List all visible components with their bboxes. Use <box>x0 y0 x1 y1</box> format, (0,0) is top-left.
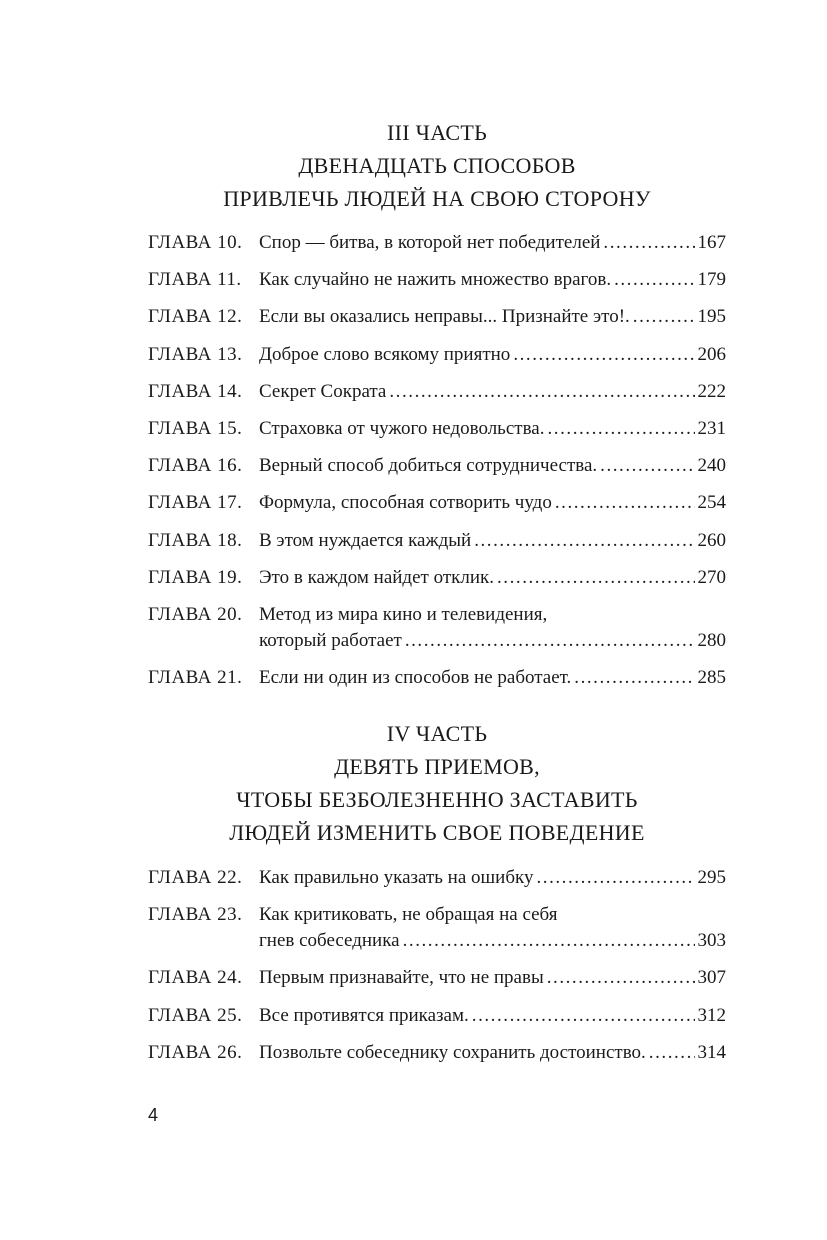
chapter-page-number: 280 <box>697 629 726 651</box>
chapter-page-number: 285 <box>697 667 726 689</box>
toc-entry-chapter-12[interactable] <box>148 304 726 330</box>
part-3-title-line-1: ДВЕНАДЦАТЬ СПОСОБОВ <box>298 153 576 178</box>
chapter-title: Позвольте собеседнику сохранить достоинство. <box>259 1041 646 1063</box>
chapter-number: ГЛАВА 11. <box>148 269 242 291</box>
chapter-number: ГЛАВА 19. <box>148 566 243 588</box>
toc-entry-chapter-24[interactable] <box>148 965 726 991</box>
chapter-page-number: 222 <box>697 380 726 402</box>
dot-leader <box>497 565 695 591</box>
dot-leader <box>600 453 694 479</box>
part-3-contents <box>148 230 726 702</box>
chapter-number: ГЛАВА 20. <box>148 603 243 625</box>
dot-leader <box>614 267 694 293</box>
chapter-title: Это в каждом найдет отклик. <box>259 566 494 588</box>
chapter-number: ГЛАВА 13. <box>148 343 243 365</box>
part-3-title-line-2: ПРИВЛЕЧЬ ЛЮДЕЙ НА СВОЮ СТОРОНУ <box>223 186 651 211</box>
part-4-title-line-2: ЧТОБЫ БЕЗБОЛЕЗНЕННО ЗАСТАВИТЬ <box>236 787 638 812</box>
toc-entry-chapter-19[interactable] <box>148 565 726 591</box>
dot-leader <box>536 865 694 891</box>
chapter-title: гнев собеседника <box>259 930 400 952</box>
chapter-number: ГЛАВА 26. <box>148 1041 243 1063</box>
chapter-title: Как правильно указать на ошибку <box>259 867 534 888</box>
chapter-title: Страховка от чужого недовольства. <box>259 417 545 439</box>
chapter-title-first-line: Метод из мира кино и телевидения, <box>259 603 548 625</box>
dot-leader <box>548 416 695 442</box>
part-4-title-line-1: ДЕВЯТЬ ПРИЕМОВ, <box>334 754 540 779</box>
toc-entry-chapter-26[interactable] <box>148 1040 726 1066</box>
part-3-label: III ЧАСТЬ <box>386 120 487 145</box>
dot-leader <box>649 1040 695 1066</box>
chapter-title: Все противятся приказам. <box>259 1004 469 1026</box>
chapter-page-number: 307 <box>697 967 726 989</box>
part-4-heading <box>148 717 726 849</box>
chapter-title: Первым признавайте, что не правы <box>259 967 544 989</box>
chapter-title: который работает <box>259 629 402 651</box>
dot-leader <box>472 1003 695 1029</box>
chapter-page-number: 312 <box>697 1004 726 1026</box>
chapter-title: Если ни один из способов не работает. <box>259 667 572 689</box>
chapter-title: В этом нуждается каждый <box>259 529 472 551</box>
chapter-title: Как случайно не нажить множество врагов. <box>259 269 612 291</box>
part-3-heading <box>148 116 726 215</box>
chapter-page-number: 179 <box>697 269 726 291</box>
chapter-number: ГЛАВА 17. <box>148 492 243 514</box>
chapter-title: Спор — битва, в которой нет победителей <box>259 232 601 253</box>
chapter-title: Если вы оказались неправы... Признайте это!. <box>259 306 630 328</box>
dot-leader <box>513 342 694 368</box>
chapter-title: Секрет Сократа <box>259 380 387 402</box>
chapter-page-number: 270 <box>697 566 726 588</box>
chapter-title: Верный способ добиться сотрудничества. <box>259 455 598 477</box>
part-4-title-line-3: ЛЮДЕЙ ИЗМЕНИТЬ СВОЕ ПОВЕДЕНИЕ <box>229 820 645 845</box>
chapter-number: ГЛАВА 25. <box>148 1004 243 1026</box>
toc-entry-chapter-18[interactable] <box>148 528 726 554</box>
chapter-page-number: 240 <box>697 455 726 477</box>
toc-entry-chapter-17[interactable] <box>148 490 726 516</box>
dot-leader <box>403 928 695 954</box>
chapter-title: Доброе слово всякому приятно <box>259 343 511 365</box>
chapter-page-number: 231 <box>697 417 726 439</box>
toc-entry-chapter-13[interactable] <box>148 342 726 368</box>
dot-leader <box>603 230 694 256</box>
toc-entry-chapter-21[interactable] <box>148 665 726 691</box>
dot-leader <box>633 304 695 330</box>
chapter-number: ГЛАВА 18. <box>148 529 243 551</box>
chapter-number: ГЛАВА 12. <box>148 306 243 328</box>
chapter-number: ГЛАВА 16. <box>148 455 243 477</box>
toc-entry-chapter-16[interactable] <box>148 453 726 479</box>
toc-entry-chapter-11[interactable] <box>148 267 726 293</box>
toc-entry-chapter-14[interactable] <box>148 379 726 405</box>
chapter-title: Формула, способная сотворить чудо <box>259 492 552 514</box>
chapter-page-number: 254 <box>697 492 726 514</box>
toc-entry-chapter-23[interactable] <box>148 902 726 954</box>
page-number: 4 <box>148 1105 159 1125</box>
chapter-page-number: 295 <box>697 867 726 888</box>
chapter-number: ГЛАВА 24. <box>148 967 243 989</box>
chapter-page-number: 206 <box>697 343 726 365</box>
dot-leader <box>389 379 694 405</box>
toc-entry-chapter-22[interactable] <box>148 865 726 891</box>
toc-entry-chapter-25[interactable] <box>148 1003 726 1029</box>
part-4-contents <box>148 865 726 1077</box>
dot-leader <box>405 628 695 654</box>
chapter-title-first-line: Как критиковать, не обращая на себя <box>259 904 558 926</box>
toc-entry-chapter-20[interactable] <box>148 602 726 654</box>
chapter-number: ГЛАВА 23. <box>148 904 243 926</box>
toc-entry-chapter-10[interactable] <box>148 230 726 256</box>
toc-entry-chapter-15[interactable] <box>148 416 726 442</box>
chapter-page-number: 260 <box>697 529 726 551</box>
chapter-page-number: 314 <box>697 1041 726 1063</box>
chapter-number: ГЛАВА 22. <box>148 867 243 888</box>
dot-leader <box>547 965 695 991</box>
chapter-page-number: 303 <box>697 930 726 952</box>
chapter-number: ГЛАВА 14. <box>148 380 243 402</box>
part-4-label: IV ЧАСТЬ <box>386 721 488 746</box>
chapter-page-number: 195 <box>697 306 726 328</box>
chapter-number: ГЛАВА 15. <box>148 417 243 439</box>
chapter-page-number: 167 <box>697 232 726 253</box>
chapter-number: ГЛАВА 10. <box>148 232 243 253</box>
chapter-number: ГЛАВА 21. <box>148 667 243 689</box>
dot-leader <box>555 490 695 516</box>
dot-leader <box>574 665 694 691</box>
dot-leader <box>474 528 694 554</box>
